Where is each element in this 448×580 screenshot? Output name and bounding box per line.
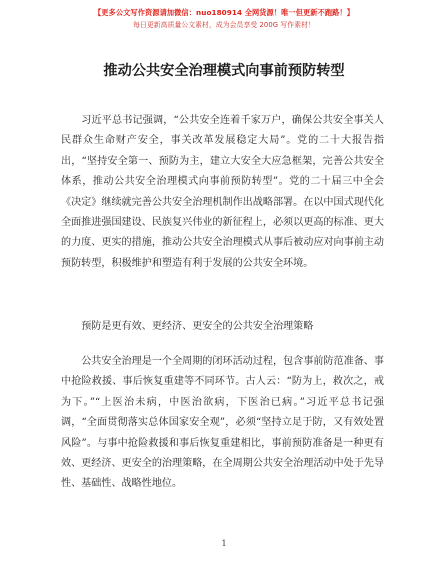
paragraph-text: 习近平总书记强调，“公共安全连着千家万户，确保公共安全事关人民群众生命财产安全，事关改革发展稳定大局”。党的二十大报告指出，“坚持安全第一、预防为主，建立大安全大应急框架，完善公共安全体系，推动公共安全治理模式向事前预防转型”。党的二十届三中全会《决定》继续就完善公共安全治理机制作出战略部署。在以中国式现代化全面推进强国建设、民族复兴伟业的新征程上，必须以更高的标准、更大的力度、更实的措施，推动公共安全治理模式从事后被动应对向事前主动预防转型，积极维护和塑造有利于发展的公共安全环境。	[61, 115, 384, 269]
page-number: 1	[221, 539, 227, 548]
paragraph-text: 公共安全治理是一个全周期的闭环活动过程，包含事前防范准备、事中抢险救援、事后恢复重建等不同环节。古人云：“防为上，救次之，戒为下。”“上医治未病，中医治欲病，下医治已病。”习近平总书记强调，“全面贯彻落实总体国家安全观”，必须“坚持立足于防，又有效处置风险”。与事中抢险救援和事后恢复重建相比，事前预防准备是一种更有效、更经济、更安全的治理策略，在全周期公共安全治理活动中处于先导性、基础性、战略性地位。	[61, 356, 384, 490]
body-paragraph-1	[61, 111, 384, 274]
document-title: 推动公共安全治理模式向事前预防转型	[103, 63, 345, 79]
section-heading: 预防是更有效、更经济、更安全的公共安全治理策略	[81, 321, 314, 332]
body-paragraph-2	[61, 352, 384, 495]
promo-subtitle: 每日更新高质量公文素材，成为会员享受 200G 写作素材！	[133, 21, 315, 29]
promo-banner: 【更多公文写作资源请加微信：nuo180914 全网货源！唯一但更新不跑路！】	[93, 8, 355, 17]
